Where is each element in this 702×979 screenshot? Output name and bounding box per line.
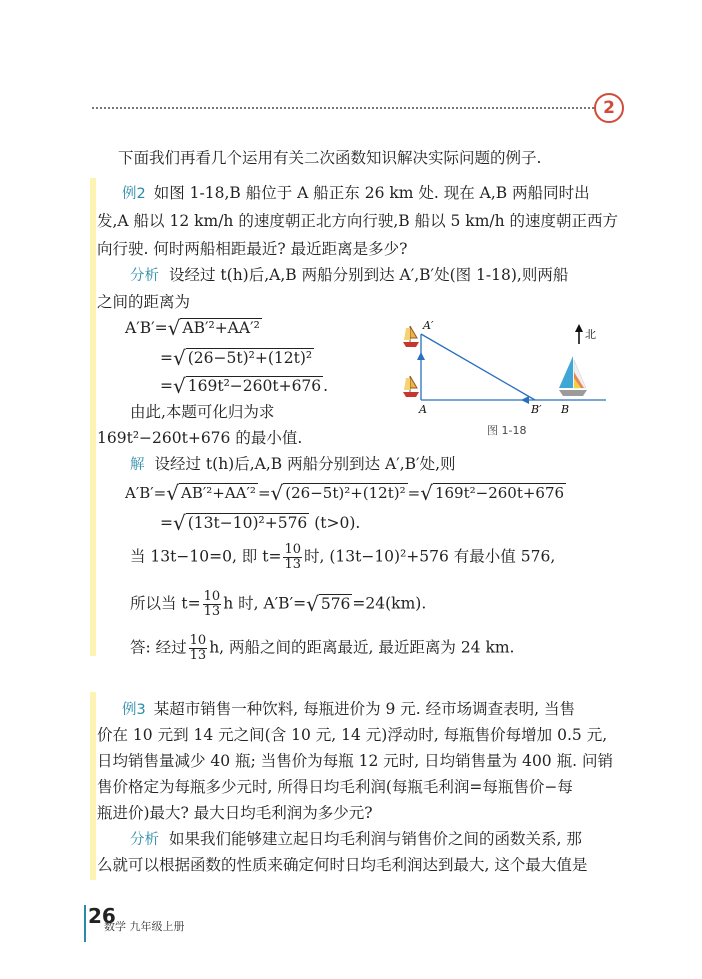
solution-equation-1 xyxy=(125,481,566,505)
distance-line xyxy=(421,334,535,400)
ship-a-icon xyxy=(403,376,419,397)
sol-eq1-radicand2: (26−5t)²+(12t)² xyxy=(285,484,406,502)
fraction-numerator: 10 xyxy=(284,542,301,557)
example3-line4: 售价格定为每瓶多少元时, 所得日均毛利润(每瓶毛利润=每瓶售价−每 xyxy=(97,778,573,796)
fraction-denominator: 13 xyxy=(189,648,207,663)
example3-line1 xyxy=(122,697,575,719)
example2-line2: 发,A 船以 12 km/h 的速度朝正北方向行驶,B 船以 5 km/h 的速度朝正西方 xyxy=(97,212,619,230)
example3-analysis-line1-text: 如果我们能够建立起日均毛利润与销售价之间的函数关系, 那 xyxy=(169,830,582,848)
solution-label: 解 xyxy=(130,457,145,473)
example3-analysis-line2: 么就可以根据函数的性质来确定何时日均毛利润达到最大, 这个最大值是 xyxy=(97,856,588,874)
fraction-denominator: 13 xyxy=(284,557,301,572)
example3-line5: 瓶进价)最大? 最大日均毛利润为多少元? xyxy=(97,804,373,822)
sol-eq1-eq: = xyxy=(257,484,271,502)
when-pre: 当 13t−10=0, 即 t= xyxy=(130,547,282,566)
so-radicand: 576 xyxy=(320,594,351,613)
sqrt-expression: √ 169t²−260t+676 xyxy=(420,481,565,505)
sqrt-expression: √ 576 xyxy=(306,591,351,616)
fraction xyxy=(283,543,302,572)
example2-label: 例2 xyxy=(122,186,146,202)
west-arrowhead xyxy=(521,396,529,404)
example3-label: 例3 xyxy=(122,702,146,718)
answer-pre: 答: 经过 xyxy=(130,638,187,657)
fraction xyxy=(203,590,222,619)
sol-eq1-lhs: A′B′= xyxy=(125,484,167,502)
eq1-radicand: AB′²+AA′² xyxy=(182,319,260,337)
label-a: A xyxy=(419,403,427,416)
figure-caption: 图 1-18 xyxy=(487,424,527,437)
example3-analysis-line1 xyxy=(130,827,582,849)
reduce-line1: 由此,本题可化归为求 xyxy=(130,403,275,421)
north-label: 北 xyxy=(585,328,596,341)
example2-analysis-line2: 之间的距离为 xyxy=(97,293,191,311)
sol-eq1-eq2: = xyxy=(407,484,421,502)
sqrt-expression: √ AB′²+AA′² xyxy=(166,481,256,505)
sqrt-expression: √ (13t−10)²+576 xyxy=(173,511,308,535)
example3-line1-text: 某超市销售一种饮料, 每瓶进价为 9 元. 经市场调查表明, 当售 xyxy=(153,700,576,718)
answer-post: h, 两船之间的距离最近, 最近距离为 24 km. xyxy=(209,638,515,657)
equation-2 xyxy=(160,346,314,370)
fraction xyxy=(189,634,208,663)
when-line xyxy=(130,543,555,572)
label-b: B xyxy=(561,403,570,416)
label-a-prime: A′ xyxy=(423,319,434,332)
eq3-radicand: 169t²−260t+676 xyxy=(187,377,322,395)
reduce-line2: 169t²−260t+676 的最小值. xyxy=(97,429,303,447)
so-post: =24(km). xyxy=(352,594,427,613)
so-line xyxy=(130,590,426,619)
sol-eq2-lhs: = xyxy=(160,514,173,532)
answer-line xyxy=(130,634,515,663)
book-title: 数学 九年级上册 xyxy=(104,920,185,933)
eq2-radicand: (26−5t)²+(12t)² xyxy=(187,349,313,367)
example2-line1 xyxy=(122,181,590,203)
equation-3 xyxy=(160,374,328,398)
page-number: 26 xyxy=(88,904,116,928)
solution-equation-2 xyxy=(160,511,360,535)
example2-line1-text: 如图 1-18,B 船位于 A 船正东 26 km 处. 现在 A,B 两船同时出 xyxy=(153,184,590,202)
example3-line2: 价在 10 元到 14 元之间(含 10 元, 14 元)浮动时, 每瓶售价每增加 0.5 元, xyxy=(97,726,608,744)
dotted-rule xyxy=(92,107,594,109)
when-post: 时, (13t−10)²+576 有最小值 576, xyxy=(303,547,556,566)
section-number-badge: 2 xyxy=(594,93,624,123)
fraction-numerator: 10 xyxy=(203,589,221,604)
ship-a-prime-icon xyxy=(403,326,419,347)
eq1-lhs: A′B′= xyxy=(125,319,168,337)
solution-line1-text: 设经过 t(h)后,A,B 两船分别到达 A′,B′处,则 xyxy=(154,455,456,473)
eq3-end: . xyxy=(323,377,329,395)
example2-line3: 向行驶. 何时两船相距最近? 最近距离是多少? xyxy=(97,240,408,258)
so-mid: h 时, A′B′= xyxy=(223,594,307,613)
sol-eq2-end: (t>0). xyxy=(314,514,361,532)
sqrt-expression: √ (26−5t)²+(12t)² xyxy=(173,346,313,370)
sqrt-expression: √ AB′²+AA′² xyxy=(167,316,260,340)
equation-1 xyxy=(125,316,262,340)
example3-highlight-bar xyxy=(90,692,96,880)
sqrt-expression: √ 169t²−260t+676 xyxy=(173,374,322,398)
sqrt-expression: √ (26−5t)²+(12t)² xyxy=(270,481,406,505)
label-b-prime: B′ xyxy=(531,403,542,416)
north-arrowhead xyxy=(417,352,425,360)
analysis-label: 分析 xyxy=(130,268,159,284)
sailboat-b-icon xyxy=(559,356,587,396)
fraction-denominator: 13 xyxy=(203,604,221,619)
example3-line3: 日均销售量减少 40 瓶; 当售价为每瓶 12 元时, 日均销售量为 400 瓶. 问销 xyxy=(97,752,613,770)
sol-eq1-radicand1: AB′²+AA′² xyxy=(181,484,256,502)
so-pre: 所以当 t= xyxy=(130,594,201,613)
intro-text: 下面我们再看几个运用有关二次函数知识解决实际问题的例子. xyxy=(118,149,542,167)
example2-analysis-line1 xyxy=(130,263,568,285)
eq3-lhs: = xyxy=(160,377,173,395)
analysis-line1-text: 设经过 t(h)后,A,B 两船分别到达 A′,B′处(图 1-18),则两船 xyxy=(169,266,569,284)
example2-highlight-bar xyxy=(90,178,96,656)
eq2-lhs: = xyxy=(160,349,173,367)
example3-analysis-label: 分析 xyxy=(130,832,159,848)
solution-line1 xyxy=(130,452,456,474)
sol-eq2-radicand: (13t−10)²+576 xyxy=(187,514,308,532)
footer-accent-line xyxy=(84,905,86,942)
north-indicator-head xyxy=(575,324,583,332)
fraction-numerator: 10 xyxy=(189,633,207,648)
sol-eq1-radicand3: 169t²−260t+676 xyxy=(434,484,565,502)
